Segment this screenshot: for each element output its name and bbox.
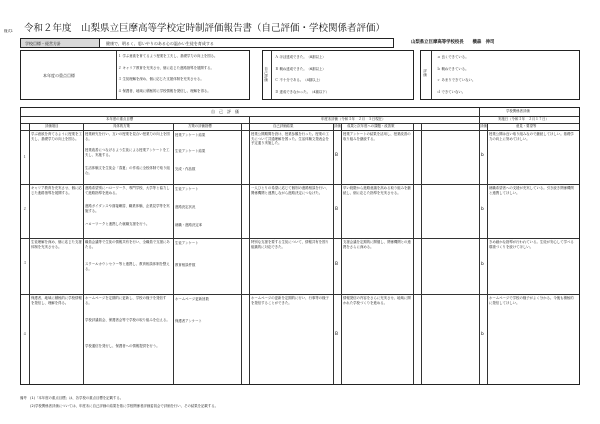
school-scale-c: ｃ あまりできていない。 [437, 78, 476, 82]
school-principal: 山梨県立巨摩高等学校校長 横森 伸司 [411, 40, 495, 45]
school-scale-d: ｄ できていない。 [437, 90, 466, 94]
row-measure: 学校評議員会、保護者会等で学校の取り組みを伝える。 [85, 318, 170, 322]
evaluation-table [20, 107, 580, 385]
row-item: 生徒理解を深め、個に応じた支援体制を充実させる。 [31, 240, 82, 249]
footnote-2: (2)学校関係者評価については、年度末に自己評価の結果を基に学校関係者評価委員会で評価を行い、その結果を記載する。 [20, 404, 218, 408]
row-measure: 授業改善につなげるよう生徒による授業アンケートを工夫し、実施する。 [85, 148, 170, 157]
row-index: 就職・進路決定率 [175, 223, 203, 227]
school-eval-title: 学校関係者評価 [506, 109, 530, 113]
focus-label: 本年度の重点目標 [43, 73, 75, 78]
row-number: １ [23, 155, 27, 159]
col-plan: 成果と次年度への課題・改善策 [347, 124, 395, 128]
row-number: ４ [23, 332, 27, 336]
col-school-grade: 評価 [480, 124, 487, 128]
col-item: 評価項目 [45, 124, 59, 128]
row-index: 生徒アンケート [175, 241, 199, 245]
row-index: 教育相談件数 [175, 263, 196, 267]
row-result: 特別な支援を要する生徒について、情報共有を図り組織的に対応できた。 [251, 240, 329, 249]
row-item: 保護者、地域に積極的に学校情報を発信し、理解を得る。 [31, 296, 82, 305]
col-indices: 方策の評価指標 [188, 124, 212, 128]
row-school-grade: b [481, 332, 484, 337]
row-measure: 進路希望別にハローワーク、専門学校、大学等と協力して進路指導を進める。 [85, 186, 170, 195]
focus-item-2: ２ キャリア教育を充実させ、個に応じた進路指導を展開する。 [118, 66, 214, 70]
mission-text-cell [99, 38, 394, 48]
mission-text: 健康で、明るく、思いやりのある心の温かい生徒を育成する [106, 41, 214, 46]
row-grade: B [335, 262, 339, 267]
row-measure: 職員会議等で生徒の情報共有を行い、全職員で支援にあたる。 [85, 240, 170, 249]
row-measure: スクールカウンセラー等と連携し、教育相談体制を整える。 [85, 262, 170, 271]
row-plan: 支援会議を定期的に開催し、関係機関との連携をさらに深める。 [343, 240, 411, 249]
row-result: 授業公開期間を設け、授業参観を行った。授業の工夫について共通理解を図った。生活体験文発表会を予定通り実施した。 [251, 132, 329, 146]
row-measure: 学校通信を発行し、保護者への情報提供を行う。 [85, 344, 160, 348]
focus-item-4: ４ 保護者、地域に積極的に学校情報を発信し、理解を得る。 [118, 89, 211, 93]
self-eval-title: 自 己 評 価 [211, 109, 239, 114]
col-result: 自己評価結果 [273, 124, 294, 128]
page-title: 令和２年度 山梨県立巨摩高等学校定時制評価報告書（自己評価・学校関係者評価） [24, 23, 386, 34]
row-grade: B [335, 332, 339, 337]
row-opinion: ホームページで学校の様子がよく分かる。今後も積極的に発信してほしい。 [489, 296, 574, 305]
school-scale-a: ａ 良くできている。 [437, 55, 469, 59]
school-scale-b: ｂ 概ねできている。 [437, 67, 469, 71]
row-opinion: 授業公開は良い取り組みなので継続してほしい。基礎学力の向上に努めてほしい。 [489, 132, 574, 141]
row-index: 生徒アンケート結果 [175, 149, 206, 153]
row-index: 保護者アンケート [175, 319, 202, 323]
mission-label: 学校目標・経営方針 [25, 41, 61, 46]
col-opinion: 意見・要望等 [516, 124, 537, 128]
row-opinion: きめ細かな指導が行われている。生徒が安心して学べる環境づくりを続けてほしい。 [489, 240, 574, 249]
row-index: ホームページ更新回数 [175, 297, 209, 301]
row-opinion: 就職希望者への支援が充実している。引き続き関係機関と連携してほしい。 [489, 186, 574, 195]
row-measure: ハローワークと連携した就職支援を行う。 [85, 222, 150, 226]
row-school-grade: b [481, 262, 484, 267]
row-index: 完成・作品数 [175, 167, 196, 171]
plan-title: 本年度の重点目標 [106, 117, 134, 121]
row-measure: ホームページを定期的に更新し、学校の様子を発信する。 [85, 296, 167, 305]
row-grade: B [335, 153, 339, 158]
row-measure: 授業研究を行い、互いの授業を見合い授業力の向上を図る。 [85, 132, 170, 141]
row-number: ３ [23, 261, 27, 265]
row-item: キャリア教育を充実させ、個に応じた進路指導を展開する。 [31, 186, 82, 195]
school-scale-label: 評価 [423, 69, 428, 77]
row-index: 生徒アンケート [175, 187, 199, 191]
self-scale-label: 自己評価 [264, 67, 269, 82]
row-measure: 進路ガイダンスや面接練習、職業体験、企業見学等を実施する。 [85, 204, 170, 213]
col-grade: 評価 [334, 124, 341, 128]
row-plan: 早い段階から進路意識を高める取り組みを継続し、個に応じた指導を充実させる。 [343, 186, 411, 195]
row-item: 学ぶ意欲を育てるように授業を工夫し、基礎学力の向上を図る。 [31, 132, 82, 141]
self-scale-c: Ｃ 不十分である。（4割以上） [275, 78, 323, 82]
row-number: ２ [23, 207, 27, 211]
footnote-1: 備考 (1)「本年度の重点目標」は、各学校の重点目標を記載する。 [20, 396, 124, 400]
self-scale-block [262, 50, 414, 100]
row-grade: B [335, 207, 339, 212]
self-scale-d: Ｄ 達成できなかった。（4割以下） [275, 90, 330, 94]
row-plan: 情報発信の内容をさらに充実させ、地域に開かれた学校づくりを進める。 [343, 296, 411, 305]
focus-item-1: １ 学ぶ意欲を育てるよう授業を工夫し、基礎学力の向上を図る。 [118, 54, 218, 58]
self-scale-b: Ｂ 概ね達成できた。（6割以上） [275, 67, 326, 71]
row-index: 進路決定状況 [175, 205, 196, 209]
row-school-grade: b [481, 153, 484, 158]
row-result: 一人ひとりの希望に応じて個別の進路相談を行い、関係機関と連携しながら進路決定につなげた。 [251, 186, 329, 195]
year-end-title: 年度末評価（令和３年 ２月 ５日現在） [321, 117, 386, 121]
school-scale-block [420, 50, 580, 100]
row-plan: 授業アンケートの結果を活用し、授業改善の取り組みを継続する。 [343, 132, 411, 141]
row-school-grade: b [481, 207, 484, 212]
self-scale-a: Ａ ほぼ達成できた。（8割以上） [275, 55, 326, 59]
row-measure: 生活体験文を生徒会「春夏」の作成に全校体制で取り組む。 [85, 166, 170, 175]
row-index: 授業アンケート結果 [175, 133, 206, 137]
mission-label-cell [20, 38, 100, 48]
row-result: ホームページの更新を定期的に行い、行事等の様子を発信することができた。 [251, 296, 329, 305]
form-number: 様式1 [4, 29, 13, 33]
school-eval-date: 実施日（令和３年 ２月１７日） [498, 117, 549, 121]
col-measures: 具体的方策 [113, 124, 130, 128]
focus-item-3: ３ 生徒理解を深め、個に応じた支援体制を充実させる。 [118, 77, 204, 81]
